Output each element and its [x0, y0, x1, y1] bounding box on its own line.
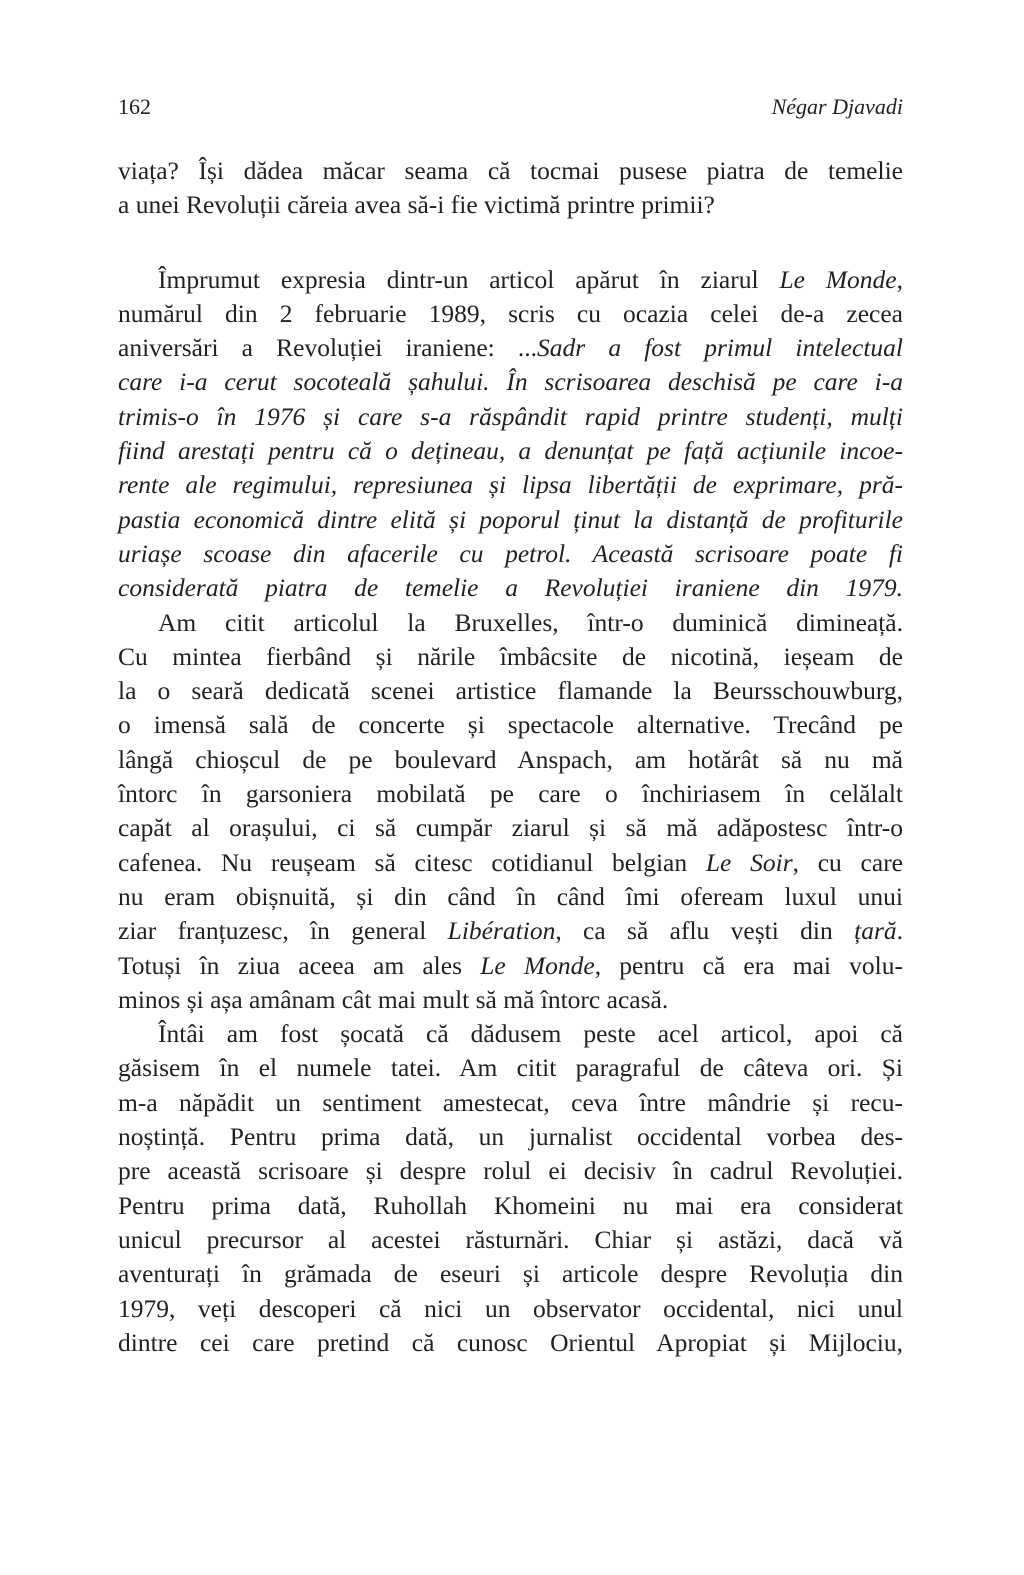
text-run: nu eram obișnuită, și din când în când îmi ofeream luxul unui	[118, 881, 903, 911]
text-line	[118, 811, 903, 845]
text-run: , ca să aflu vești din	[555, 916, 855, 946]
page-header	[118, 90, 903, 124]
page-number: 162	[118, 94, 151, 119]
running-head-author: Négar Djavadi	[771, 94, 903, 119]
text-run: , cu care	[792, 847, 904, 877]
italic-text: Sadr a fost primul intelectual	[537, 333, 903, 363]
text-run: 1979, veți descoperi că nici un observator occidental, nici unul	[118, 1293, 903, 1323]
text-line	[118, 263, 903, 297]
text-run: aniversări a Revoluției iraniene: ...	[118, 333, 537, 363]
italic-text: Le Monde	[779, 264, 897, 294]
text-line	[118, 1326, 903, 1360]
text-line	[118, 1120, 903, 1154]
text-line	[118, 503, 903, 537]
text-run: unicul precursor al acestei răsturnări. Chiar și astăzi, dacă vă	[118, 1224, 903, 1254]
text-line	[118, 674, 903, 708]
italic-text: uriașe scoase din afacerile cu petrol. Această scrisoare poate fi	[118, 538, 903, 568]
paragraph	[118, 154, 903, 223]
italic-text: fiind arestați pentru că o dețineau, a denunțat pe față acțiunile incoe-	[118, 436, 903, 466]
paragraph	[118, 606, 903, 1018]
text-run: Am citit articolul la Bruxelles, într-o duminică dimineață.	[158, 607, 903, 637]
text-line	[118, 188, 903, 222]
text-run: .	[896, 916, 903, 946]
text-run: găsisem în el numele tatei. Am citit paragraful de câteva ori. Și	[118, 1053, 903, 1083]
text-line	[118, 983, 903, 1017]
text-line	[118, 1051, 903, 1085]
body-text	[118, 154, 903, 1360]
text-run: Cu mintea fierbând și nările îmbâcsite de nicotină, ieșeam de	[118, 641, 903, 671]
text-line	[118, 331, 903, 365]
text-run: lângă chioșcul de pe boulevard Anspach, am hotărât să nu mă	[118, 744, 903, 774]
text-run: Pentru prima dată, Ruhollah Khomeini nu mai era considerat	[118, 1190, 903, 1220]
text-line	[118, 606, 903, 640]
italic-text: Libération	[447, 916, 556, 946]
text-line	[118, 846, 903, 880]
italic-text: Le Soir	[705, 847, 793, 877]
paragraph-gap	[118, 223, 903, 263]
text-run: dintre cei care pretind că cunosc Orientul Apropiat și Mijlociu,	[118, 1327, 903, 1357]
text-line	[118, 365, 903, 399]
text-line	[118, 1257, 903, 1291]
text-run: noștință. Pentru prima dată, un jurnalist occidental vorbea des-	[118, 1122, 903, 1152]
paragraph	[118, 1017, 903, 1360]
text-line	[118, 1086, 903, 1120]
text-line	[118, 949, 903, 983]
text-run: numărul din 2 februarie 1989, scris cu ocazia celei de-a zecea	[118, 298, 903, 328]
text-line	[118, 1189, 903, 1223]
text-run: m-a năpădit un sentiment amestecat, ceva între mândrie și recu-	[118, 1087, 903, 1117]
text-run: capăt al orașului, ci să cumpăr ziarul și să mă adăpostesc într-o	[118, 813, 903, 843]
text-line	[118, 468, 903, 502]
text-run: Întâi am fost șocată că dădusem peste acel articol, apoi că	[158, 1019, 903, 1049]
text-line	[118, 880, 903, 914]
italic-text: rente ale regimului, represiunea și lipsa libertății de exprimare, pră-	[118, 470, 903, 500]
text-line	[118, 1154, 903, 1188]
text-run: ,	[896, 264, 903, 294]
text-line	[118, 1292, 903, 1326]
text-line	[118, 743, 903, 777]
text-run: pre această scrisoare și despre rolul ei decisiv în cadrul Revoluției.	[118, 1156, 903, 1186]
italic-text: considerată piatra de temelie a Revoluției iraniene din 1979.	[118, 573, 903, 603]
text-line	[118, 777, 903, 811]
text-run: viața? Își dădea măcar seama că tocmai pusese piatra de temelie	[118, 156, 903, 185]
text-run: Împrumut expresia dintr-un articol apărut în ziarul	[158, 264, 780, 294]
italic-text: pastia economică dintre elită și poporul ținut la distanță de profiturile	[118, 504, 903, 534]
text-run: a unei Revoluții căreia avea să-i fie victimă printre primii?	[118, 190, 715, 220]
paragraph	[118, 263, 903, 606]
text-run: minos și așa amânam cât mai mult să mă întorc acasă.	[118, 984, 669, 1014]
text-line	[118, 914, 903, 948]
text-run: la o seară dedicată scenei artistice flamande la Beursschouwburg,	[118, 676, 903, 706]
text-run: o imensă sală de concerte și spectacole alternative. Trecând pe	[118, 710, 903, 740]
italic-text: trimis-o în 1976 și care s-a răspândit rapid printre studenți, mulți	[118, 401, 903, 431]
text-run: , pentru că era mai volu-	[594, 950, 903, 980]
italic-text: Le Monde	[480, 950, 595, 980]
text-line	[118, 154, 903, 188]
text-line	[118, 1017, 903, 1051]
text-run: aventurați în grămada de eseuri și articole despre Revoluția din	[118, 1259, 903, 1289]
text-run: Totuși în ziua aceea am ales	[118, 950, 481, 980]
text-run: întorc în garsoniera mobilată pe care o închiriasem în celălalt	[118, 779, 903, 809]
text-line	[118, 708, 903, 742]
text-line	[118, 297, 903, 331]
text-line	[118, 571, 903, 605]
text-run: ziar franțuzesc, în general	[118, 916, 448, 946]
text-line	[118, 400, 903, 434]
text-line	[118, 1223, 903, 1257]
text-line	[118, 434, 903, 468]
text-run: cafenea. Nu reușeam să citesc cotidianul belgian	[118, 847, 706, 877]
text-line	[118, 537, 903, 571]
italic-text: care i-a cerut socoteală șahului. În scrisoarea deschisă pe care i-a	[118, 367, 903, 397]
text-line	[118, 640, 903, 674]
italic-text: țară	[854, 916, 897, 946]
